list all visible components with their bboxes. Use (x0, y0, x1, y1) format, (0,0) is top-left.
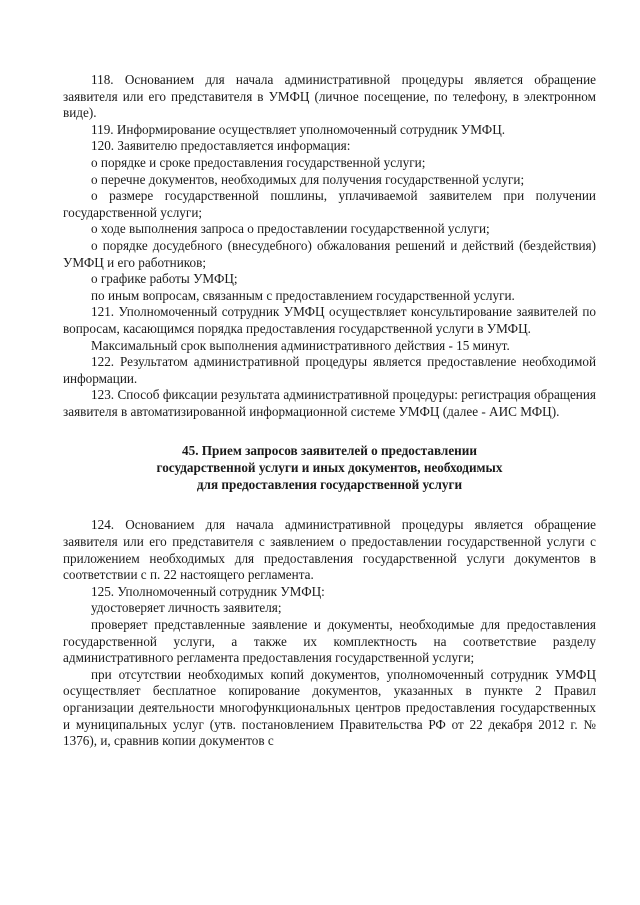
list-item: о ходе выполнения запроса о предоставлении государственной услуги; (91, 221, 490, 237)
list-item: при отсутствии необходимых копий документов, уполномоченный сотрудник УМФЦ осуществляет бесплатное копирование документов, указанных в пункте 2 Правил организации деятельности многофункциональных центров предоставления государственных и муниципальных услуг (утв. постановлением Правительства РФ от 22 декабря 2012 г. № 1376), и, сравнив копии документов с (63, 666, 596, 749)
heading-line-1: 45. Прием запросов заявителей о предоставлении (182, 443, 477, 459)
paragraph-123: 123. Способ фиксации результата административной процедуры: регистрация обращения заявителя в автоматизированной информационной системе УМФЦ (далее - АИС МФЦ). (63, 387, 596, 419)
list-item: о перечне документов, необходимых для получения государственной услуги; (91, 171, 525, 187)
paragraph-121: 121. Уполномоченный сотрудник УМФЦ осуществляет консультирование заявителей по вопросам, касающимся порядка предоставления государственной услуги в УМФЦ. (63, 304, 596, 336)
list-item: о графике работы УМФЦ; (91, 271, 238, 287)
section-bottom (63, 517, 596, 749)
paragraph-124: 124. Основанием для начала административной процедуры является обращение заявителя или его представителя с заявлением о предоставлении государственной услуги с приложением необходимых для предоставления государственной услуги документов в соответствии с п. 22 настоящего регламента. (63, 517, 596, 583)
list-item: о размере государственной пошлины, уплачиваемой заявителем при получении государственной услуги; (63, 188, 596, 220)
list-item: удостоверяет личность заявителя; (91, 600, 282, 616)
paragraph-max-time: Максимальный срок выполнения административного действия - 15 минут. (91, 337, 510, 353)
list-item: о порядке и сроке предоставления государственной услуги; (91, 154, 426, 170)
section-top (63, 72, 596, 420)
list-item: о порядке досудебного (внесудебного) обжалования решений и действий (бездействия) УМФЦ и его работников; (63, 237, 596, 270)
paragraph-122: 122. Результатом административной процедуры является предоставление необходимой информации. (63, 354, 596, 386)
paragraph-119: 119. Информирование осуществляет уполномоченный сотрудник УМФЦ. (91, 121, 506, 137)
list-item: по иным вопросам, связанным с предоставлением государственной услуги. (91, 287, 515, 303)
section-heading (63, 442, 596, 493)
paragraph-120: 120. Заявителю предоставляется информация: (91, 138, 351, 154)
document-page (63, 72, 596, 750)
heading-line-3: для предоставления государственной услуги (196, 477, 463, 493)
paragraph-118: 118. Основанием для начала административной процедуры является обращение заявителя или его представителя в УМФЦ (личное посещение, по телефону, в электронном виде). (63, 72, 596, 121)
list-item: проверяет представленные заявление и документы, необходимые для предоставления государственной услуги, а также их комплектность на соответствие разделу административного регламента предоставления государственной услуги; (63, 617, 596, 666)
paragraph-125: 125. Уполномоченный сотрудник УМФЦ: (91, 583, 325, 599)
heading-line-2: государственной услуги и иных документов, необходимых (156, 460, 503, 476)
